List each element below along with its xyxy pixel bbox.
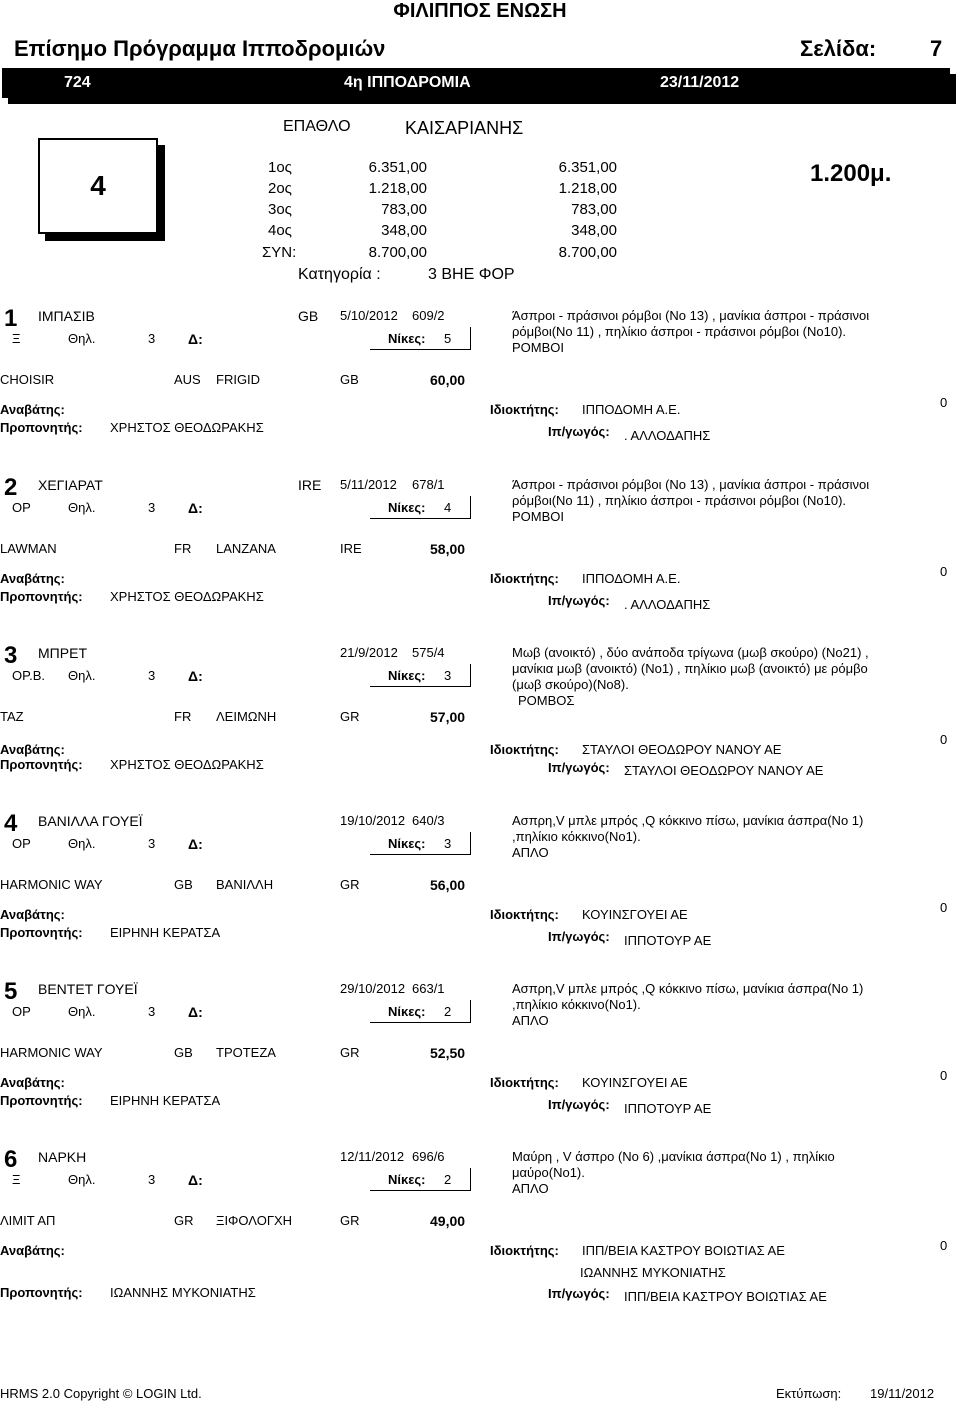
score: 0 [940, 732, 948, 747]
prize-amount-total: 783,00 [571, 201, 617, 218]
copyright: HRMS 2.0 Copyright © LOGIN Ltd. [0, 1386, 202, 1401]
horse-id: 663/1 [412, 981, 445, 996]
wins-count: 4 [444, 500, 452, 515]
owner-label: Ιδιοκτήτης: [490, 1243, 559, 1258]
horse-color: Ξ [12, 1172, 21, 1187]
silks-line: Ασπρη,V μπλε μπρός ,Q κόκκινο πίσω, μανίκια άσπρα(Νο 1) [512, 813, 864, 828]
owner-name: ΙΠΠΟΔΟΜΗ Α.Ε. [582, 402, 681, 417]
trainer-name: ΧΡΗΣΤΟΣ ΘΕΟΔΩΡΑΚΗΣ [110, 589, 264, 604]
silks-line: ,πηλίκιο κόκκινο(Νο1). [512, 997, 641, 1012]
owner-name: ΚΟΥΙΝΣΓΟΥΕΙ ΑΕ [582, 907, 688, 922]
silks-line: ΡΟΜΒΟΙ [512, 340, 565, 355]
meeting-info-bar [2, 68, 950, 98]
last-run-date: 5/10/2012 [340, 308, 398, 323]
jockey-label: Αναβάτης: [0, 402, 65, 417]
entry-row [0, 305, 960, 473]
silks-line: μανίκια μωβ (ανοικτό) (Νο1) , πηλίκιο μωβ (ανοικτό) με ρόμβο [512, 661, 868, 676]
horse-color: ΟΡ.Β. [12, 668, 46, 683]
silks-line: ΡΟΜΒΟΙ [512, 509, 565, 524]
trainer-name: ΧΡΗΣΤΟΣ ΘΕΟΔΩΡΑΚΗΣ [110, 420, 264, 435]
breeder-label: Ιπ/γωγός: [548, 593, 610, 608]
entry-number: 6 [4, 1146, 18, 1173]
silks-line: ΑΠΛΟ [512, 1181, 549, 1196]
horse-name: ΝΑΡΚΗ [38, 1149, 87, 1165]
sex-label: Θηλ. [68, 668, 96, 683]
prize-name: ΚΑΙΣΑΡΙΑΝΗΣ [405, 118, 524, 138]
score: 0 [940, 1068, 948, 1083]
trainer-label: Προπονητής: [0, 925, 83, 940]
sire-country: FR [174, 541, 192, 556]
dam-name: ΒΑΝΙΛΛΗ [216, 877, 274, 892]
document-subtitle: Επίσημο Πρόγραμμα Ιπποδρομιών [14, 36, 386, 61]
race-distance: 1.200μ. [810, 160, 892, 187]
jockey-label: Αναβάτης: [0, 1075, 65, 1090]
dam-country: GR [340, 709, 360, 724]
entry-row [0, 1146, 960, 1314]
entry-row [0, 474, 960, 642]
entry-number: 3 [4, 642, 18, 669]
sire-name: HARMONIC WAY [0, 877, 103, 892]
trainer-label: Προπονητής: [0, 1285, 83, 1300]
wins-label: Νίκες: [388, 836, 426, 851]
meeting-title: 4η ΙΠΠΟΔΡΟΜΙΑ [344, 74, 471, 91]
last-run-date: 19/10/2012 [340, 813, 406, 828]
silks-line: μαύρο(Νο1). [512, 1165, 585, 1180]
horse-age: 3 [148, 500, 156, 515]
delta-label: Δ: [188, 500, 203, 516]
breeder-name: ΙΠΠΟΤΟΥΡ ΑΕ [624, 1101, 712, 1116]
last-run-date: 12/11/2012 [340, 1149, 405, 1164]
owner-label: Ιδιοκτήτης: [490, 571, 559, 586]
horse-id: 575/4 [412, 645, 445, 660]
horse-id: 640/3 [412, 813, 445, 828]
score: 0 [940, 1238, 948, 1253]
owner-name: ΙΠΠ/ΒΕΙΑ ΚΑΣΤΡΟΥ ΒΟΙΩΤΙΑΣ ΑΕ [582, 1243, 785, 1258]
prize-total-amount: 8.700,00 [368, 244, 427, 261]
breeder-name: ΙΠΠ/ΒΕΙΑ ΚΑΣΤΡΟΥ ΒΟΙΩΤΙΑΣ ΑΕ [624, 1289, 827, 1304]
prize-total-label: ΣΥΝ: [262, 244, 297, 261]
horse-id: 678/1 [412, 477, 445, 492]
horse-name: ΒΑΝΙΛΛΑ ΓΟΥΕΪ [38, 813, 143, 829]
entry-number: 1 [4, 305, 18, 332]
meeting-date: 23/11/2012 [660, 74, 740, 91]
trainer-name: ΕΙΡΗΝΗ ΚΕΡΑΤΣΑ [110, 1093, 221, 1108]
dam-country: GR [340, 877, 360, 892]
print-date: 19/11/2012 [870, 1386, 935, 1401]
wins-label: Νίκες: [388, 1172, 426, 1187]
sex-label: Θηλ. [68, 500, 96, 515]
prize-amount-total: 6.351,00 [558, 159, 617, 176]
horse-age: 3 [148, 836, 156, 851]
entry-row [0, 810, 960, 978]
weight: 58,00 [430, 541, 466, 557]
trainer-label: Προπονητής: [0, 1093, 83, 1108]
dam-name: ΛΕΙΜΩΝΗ [216, 709, 277, 724]
horse-name: ΙΜΠΑΣΙΒ [38, 308, 95, 324]
dam-name: ΤΡΟΤΕΖΑ [216, 1045, 276, 1060]
breeder-label: Ιπ/γωγός: [548, 1097, 610, 1112]
horse-country: IRE [298, 477, 322, 493]
silks-line: ρόμβοι(Νο 11) , πηλίκιο άσπροι - πράσινοι ρόμβοι (Νο10). [512, 493, 847, 508]
wins-count: 2 [444, 1172, 452, 1187]
breeder-name: . ΑΛΛΟΔΑΠΗΣ [624, 597, 711, 612]
horse-color: ΟΡ [12, 500, 31, 515]
prize-amount: 783,00 [381, 201, 427, 218]
score: 0 [940, 900, 948, 915]
delta-label: Δ: [188, 1004, 203, 1020]
breeder-label: Ιπ/γωγός: [548, 760, 610, 775]
delta-label: Δ: [188, 1172, 203, 1188]
silks-line: ΡΟΜΒΟΣ [518, 693, 575, 708]
entry-row [0, 642, 960, 810]
wins-label: Νίκες: [388, 331, 426, 346]
wins-count: 3 [444, 836, 452, 851]
breeder-name: ΣΤΑΥΛΟΙ ΘΕΟΔΩΡΟΥ ΝΑΝΟΥ ΑΕ [624, 763, 824, 778]
horse-color: Ξ [12, 331, 21, 346]
last-run-date: 21/9/2012 [340, 645, 398, 660]
sex-label: Θηλ. [68, 331, 96, 346]
horse-name: ΒΕΝΤΕΤ ΓΟΥΕΪ [38, 981, 138, 997]
trainer-name: ΧΡΗΣΤΟΣ ΘΕΟΔΩΡΑΚΗΣ [110, 757, 264, 772]
breeder-label: Ιπ/γωγός: [548, 929, 610, 944]
owner-name: ΣΤΑΥΛΟΙ ΘΕΟΔΩΡΟΥ ΝΑΝΟΥ ΑΕ [582, 742, 782, 757]
horse-age: 3 [148, 331, 156, 346]
entry-number: 4 [4, 810, 18, 837]
page-number: 7 [930, 36, 943, 61]
weight: 49,00 [430, 1213, 466, 1229]
silks-line: ,πηλίκιο κόκκινο(Νο1). [512, 829, 641, 844]
last-run-date: 29/10/2012 [340, 981, 406, 996]
wins-count: 5 [444, 331, 452, 346]
silks-line: Μαύρη , V άσπρο (Νο 6) ,μανίκια άσπρα(Νο 1) , πηλίκιο [512, 1149, 835, 1164]
prize-amount: 6.351,00 [368, 159, 427, 176]
jockey-label: Αναβάτης: [0, 1243, 65, 1258]
silks-line: Μωβ (ανοικτό) , δύο ανάποδα τρίγωνα (μωβ σκούρο) (Νο21) , [512, 645, 869, 660]
dam-country: GR [340, 1213, 360, 1228]
horse-color: ΟΡ [12, 836, 31, 851]
trainer-label: Προπονητής: [0, 757, 83, 772]
sire-name: LAWMAN [0, 541, 57, 556]
jockey-label: Αναβάτης: [0, 571, 65, 586]
sire-name: HARMONIC WAY [0, 1045, 103, 1060]
delta-label: Δ: [188, 836, 203, 852]
category-value: 3 ΒΗΕ ΦΟΡ [428, 266, 515, 283]
sire-country: AUS [174, 372, 201, 387]
owner-name: ΚΟΥΙΝΣΓΟΥΕΙ ΑΕ [582, 1075, 688, 1090]
prize-amount: 348,00 [381, 222, 427, 239]
sire-name: ΤΑΖ [0, 709, 24, 724]
dam-country: GB [340, 372, 359, 387]
sire-country: GR [174, 1213, 194, 1228]
weight: 57,00 [430, 709, 466, 725]
delta-label: Δ: [188, 668, 203, 684]
silks-line: Ασπρη,V μπλε μπρός ,Q κόκκινο πίσω, μανίκια άσπρα(Νο 1) [512, 981, 864, 996]
breeder-name: ΙΠΠΟΤΟΥΡ ΑΕ [624, 933, 712, 948]
horse-id: 609/2 [412, 308, 445, 323]
sex-label: Θηλ. [68, 1172, 96, 1187]
trainer-name: ΕΙΡΗΝΗ ΚΕΡΑΤΣΑ [110, 925, 221, 940]
meeting-code: 724 [64, 74, 91, 91]
prize-amount: 1.218,00 [368, 180, 427, 197]
prize-place: 2ος [268, 180, 292, 197]
trainer-name: ΙΩΑΝΝΗΣ ΜΥΚΟΝΙΑΤΗΣ [110, 1285, 256, 1300]
wins-count: 3 [444, 668, 452, 683]
silks-line: Άσπροι - πράσινοι ρόμβοι (Νο 13) , μανίκια άσπροι - πράσινοι [512, 308, 870, 323]
score: 0 [940, 395, 948, 410]
category-label: Κατηγορία : [298, 266, 381, 283]
sire-country: FR [174, 709, 192, 724]
prize-label: ΕΠΑΘΛΟ [283, 118, 351, 135]
last-run-date: 5/11/2012 [340, 477, 397, 492]
breeder-label: Ιπ/γωγός: [548, 1286, 610, 1301]
breeder-name: . ΑΛΛΟΔΑΠΗΣ [624, 428, 711, 443]
horse-age: 3 [148, 1004, 156, 1019]
silks-line: ρόμβοι(Νο 11) , πηλίκιο άσπροι - πράσινοι ρόμβοι (Νο10). [512, 324, 847, 339]
sire-country: GB [174, 1045, 193, 1060]
silks-line: (μωβ σκούρο)(Νο8). [512, 677, 629, 692]
horse-name: ΜΠΡΕΤ [38, 645, 87, 661]
dam-country: IRE [340, 541, 362, 556]
sire-name: ΛΙΜΙΤ ΑΠ [0, 1213, 56, 1228]
jockey-label: Αναβάτης: [0, 742, 65, 757]
sire-name: CHOISIR [0, 372, 55, 387]
horse-id: 696/6 [412, 1149, 445, 1164]
dam-country: GR [340, 1045, 360, 1060]
entry-row [0, 978, 960, 1146]
horse-country: GB [298, 308, 319, 324]
prize-place: 4ος [268, 222, 292, 239]
entry-number: 2 [4, 474, 18, 501]
wins-label: Νίκες: [388, 668, 426, 683]
trainer-label: Προπονητής: [0, 420, 83, 435]
owner-label: Ιδιοκτήτης: [490, 907, 559, 922]
owner-label: Ιδιοκτήτης: [490, 742, 559, 757]
race-number-box: 4 [38, 138, 158, 234]
weight: 60,00 [430, 372, 466, 388]
owner-name: ΙΠΠΟΔΟΜΗ Α.Ε. [582, 571, 681, 586]
venue-title: ΦΙΛΙΠΠΟΣ ΕΝΩΣΗ [393, 0, 567, 22]
weight: 56,00 [430, 877, 466, 893]
prize-place: 1ος [268, 159, 292, 176]
owner-label: Ιδιοκτήτης: [490, 1075, 559, 1090]
silks-line: Άσπροι - πράσινοι ρόμβοι (Νο 13) , μανίκια άσπροι - πράσινοι [512, 477, 870, 492]
sex-label: Θηλ. [68, 1004, 96, 1019]
horse-age: 3 [148, 668, 156, 683]
horse-name: ΧΕΓΙΑΡΑΤ [38, 477, 103, 493]
wins-count: 2 [444, 1004, 452, 1019]
prize-amount-total: 1.218,00 [558, 180, 617, 197]
wins-label: Νίκες: [388, 500, 426, 515]
horse-age: 3 [148, 1172, 156, 1187]
dam-name: ΞΙΦΟΛΟΓΧΗ [216, 1213, 293, 1228]
prize-place: 3ος [268, 201, 292, 218]
sex-label: Θηλ. [68, 836, 96, 851]
dam-name: LANZANA [216, 541, 276, 556]
wins-label: Νίκες: [388, 1004, 426, 1019]
weight: 52,50 [430, 1045, 466, 1061]
score: 0 [940, 564, 948, 579]
print-label: Εκτύπωση: [776, 1386, 842, 1401]
jockey-label: Αναβάτης: [0, 907, 65, 922]
page-label: Σελίδα: [800, 36, 877, 61]
silks-line: ΑΠΛΟ [512, 1013, 549, 1028]
dam-name: FRIGID [216, 372, 261, 387]
owner-name-secondary: ΙΩΑΝΝΗΣ ΜΥΚΟΝΙΑΤΗΣ [580, 1265, 726, 1280]
sire-country: GB [174, 877, 193, 892]
horse-color: ΟΡ [12, 1004, 31, 1019]
trainer-label: Προπονητής: [0, 589, 83, 604]
prize-amount-total: 348,00 [571, 222, 617, 239]
breeder-label: Ιπ/γωγός: [548, 424, 610, 439]
entry-number: 5 [4, 978, 18, 1005]
silks-line: ΑΠΛΟ [512, 845, 549, 860]
prize-total-amount-b: 8.700,00 [558, 244, 617, 261]
delta-label: Δ: [188, 331, 203, 347]
owner-label: Ιδιοκτήτης: [490, 402, 559, 417]
